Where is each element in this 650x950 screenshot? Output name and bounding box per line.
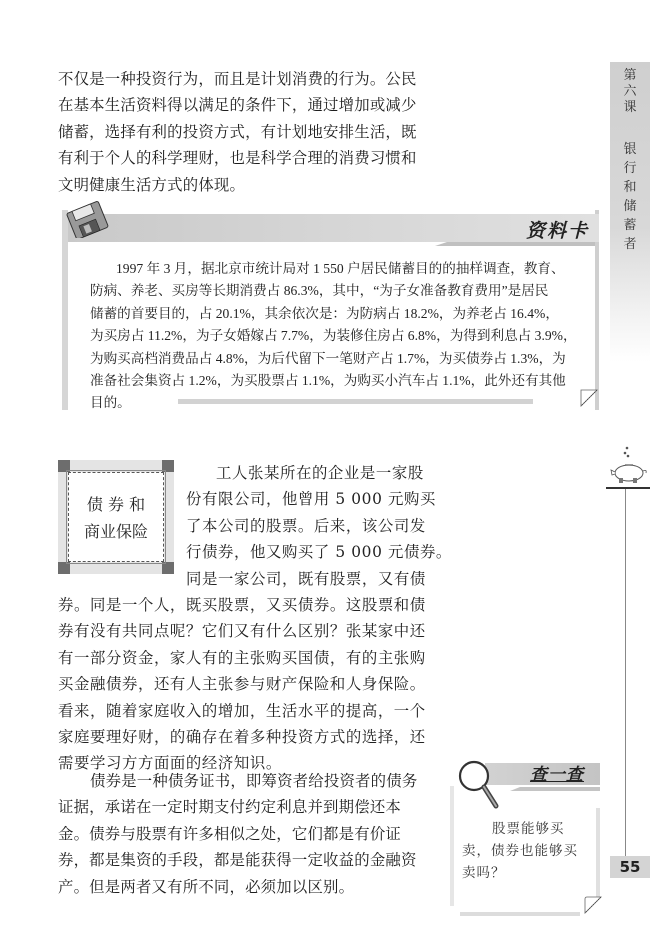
chapter-side-tab: [610, 62, 650, 362]
magnifier-icon: [454, 758, 502, 810]
floppy-disk-icon: [64, 200, 112, 238]
piggy-bank-icon: [605, 440, 650, 485]
data-card-title: 资料卡: [525, 220, 589, 242]
page-curl-icon: [577, 386, 599, 408]
story-indented: 工人张某所在的企业是一家股 份有限公司，他曾用 5 000 元购买 了本公司的股票。后来，该公司发 行债券，他又购买了 5 000 元债券。 同是一家公司，既有股票，又有债: [186, 464, 452, 588]
check-box: [450, 758, 610, 918]
topic-box: [58, 460, 174, 574]
story-body: 券。同是一个人，既买股票，又买债券。这股票和债 券有没有共同点呢？它们又有什么区别？张某家中还 有一部分资金，家人有的主张购买国债，有的主张购 买金融债券，还有人主张参与财产保险和人身保险。 看来，随着家庭收入的增加，生活水平的提高，一个 家庭要理好财，的确存在着多种投资方式的选择，还 需要学习方方面面的经济知识。: [58, 596, 426, 773]
data-card-body: 1997 年 3 月，据北京市统计局对 1 550 户居民储蓄目的的抽样调查，教育、 防病、养老、买房等长期消费占 86.3%，其中，“为子女准备教育费用”是居民 储蓄的首要目的，占 20.1%，其余依次是：为防病占 18.2%，为养老占 16.4%， 为买房占 11.2%，为子女婚嫁占 7.7%，为装修住房占 6.8%，为得到利息占 3.9%， 为购买高档消费品占 4.8%，为后代留下一笔财产占 1.7%，为买债券占 1.3%，为 准备社会集资占 1.2%，为买股票占 1.1%，为购买小汽车占 1.1%，此外还有其他 目的。: [90, 261, 577, 411]
piggy-base-rule: [606, 487, 650, 489]
data-card-bottom-bar: [178, 399, 533, 404]
bond-paragraph: 债券是一种债务证书，即筹资者给投资者的债务 证据，承诺在一定时期支付约定利息并到期偿还本 金。债券与股票有许多相似之处，它们都是有价证 券，都是集资的手段，都是能获得一定收益的金融资 产。但是两者又有所不同，必须加以区别。: [58, 772, 418, 896]
check-box-body: 股票能够买 卖，债券也能够买 卖吗？: [462, 821, 578, 881]
page-number: 55: [610, 856, 650, 878]
page-curl-icon: [583, 895, 603, 915]
lesson-label: 第 六 课: [623, 68, 637, 115]
header-stripe: [435, 242, 595, 246]
margin-rule: [625, 489, 626, 857]
intro-paragraph: 不仅是一种投资行为，而且是计划消费的行为。公民 在基本生活资料得以满足的条件下，通过增加或减少 储蓄，选择有利的投资方式，有计划地安排生活，既 有利于个人的科学理财，也是科学合理的消费习惯和 文明健康生活方式的体现。: [58, 70, 417, 194]
topic-title: 债 券 和 商业保险: [68, 472, 164, 562]
data-card-header: [68, 214, 599, 242]
data-card: [62, 210, 599, 410]
lesson-title: 银 行 和 储 蓄 者: [623, 142, 637, 252]
check-box-title: 查一查: [530, 765, 584, 785]
